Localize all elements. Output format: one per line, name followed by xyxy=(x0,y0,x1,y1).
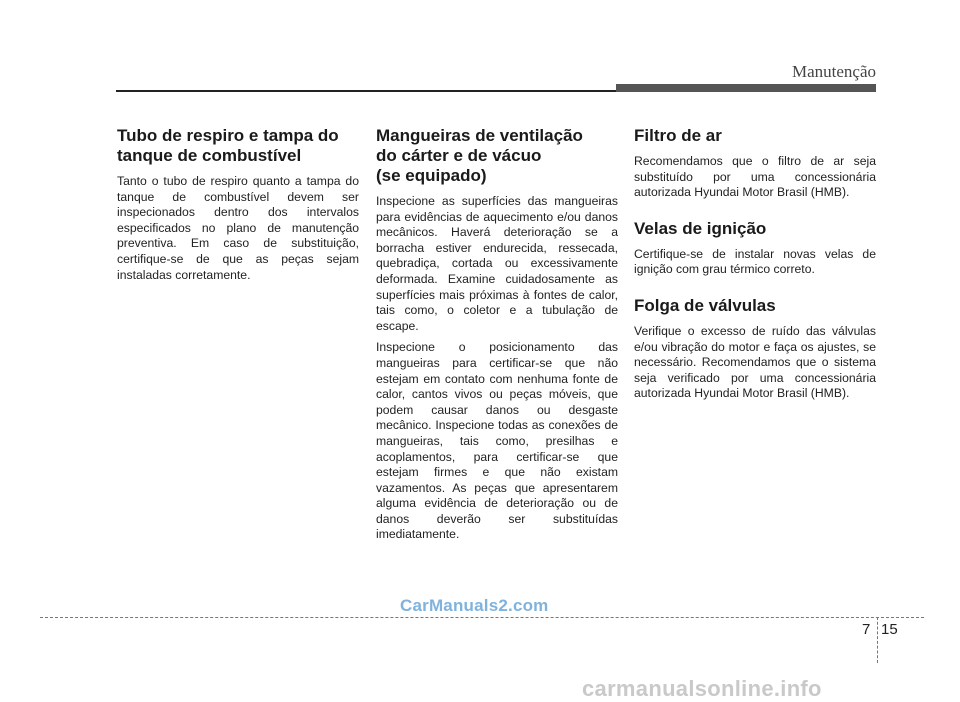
header-rule-thick xyxy=(616,84,876,92)
section-spark-plugs xyxy=(634,219,876,278)
column-2 xyxy=(376,126,618,549)
section-heading: Mangueiras de ventilação do cárter e de vácuo (se equipado) xyxy=(376,126,583,185)
page-number: 15 xyxy=(881,621,898,638)
section-paragraph: Inspecione as superfícies das mangueiras para evidências de aquecimento e/ou danos mecânicos. Haverá deterioração se a borracha estiver endurecida, ressecada, quebradiça, cortada ou excessivamente deformada. Examine cuidadosamente as superfícies mais próximas à fontes de calor, tais como, o coletor e a tubulação de escape. xyxy=(376,194,618,333)
section-valve-clearance xyxy=(634,296,876,402)
section-paragraph: Verifique o excesso de ruído das válvulas e/ou vibração do motor e faça os ajustes, se necessário. Recomendamos que o sistema seja verificado por uma concessionária autorizada Hyundai Motor Brasil (HMB). xyxy=(634,323,876,401)
section-paragraph: Certifique-se de instalar novas velas de ignição com grau térmico correto. xyxy=(634,246,876,277)
section-heading: Folga de válvulas xyxy=(634,295,776,315)
section-heading: Velas de ignição xyxy=(634,218,767,238)
section-crankcase-hoses xyxy=(376,126,618,543)
section-paragraph: Tanto o tubo de respiro quanto a tampa do tanque de combustível devem ser inspecionados dentro dos intervalos especificados no plano de manutenção preventiva. Em caso de substituição, certifique-se de que as peças sejam instaladas corretamente. xyxy=(117,174,359,282)
section-heading: Tubo de respiro e tampa do tanque de combustível xyxy=(117,126,339,165)
header-rule-thin xyxy=(116,90,616,92)
column-1 xyxy=(117,126,359,289)
section-paragraph: Recomendamos que o filtro de ar seja substituído por uma concessionária autorizada Hyundai Motor Brasil (HMB). xyxy=(634,154,876,200)
section-paragraph: Inspecione o posicionamento das mangueiras para certificar-se que não estejam em contato com nenhuma fonte de calor, cantos vivos ou peças móveis, que podem causar danos ou desgaste mecânico. Inspecione todas as conexões de mangueiras, tais como, presilhas e acoplamentos, para certificar-se que estejam firmes e que não existam vazamentos. As peças que apresentarem alguma evidência de deterioração ou de danos deverão ser substituídas imediatamente. xyxy=(376,340,618,542)
footer-divider xyxy=(877,617,878,663)
footer-rule xyxy=(40,617,924,618)
chapter-number: 7 xyxy=(862,621,871,638)
section-fuel-breather xyxy=(117,126,359,283)
watermark-carmanualsonline: carmanualsonline.info xyxy=(582,676,822,701)
watermark-carmanuals2: CarManuals2.com xyxy=(400,596,549,615)
column-3 xyxy=(634,126,876,420)
section-heading: Filtro de ar xyxy=(634,126,722,145)
section-air-filter xyxy=(634,126,876,201)
chapter-title: Manutenção xyxy=(791,62,876,81)
